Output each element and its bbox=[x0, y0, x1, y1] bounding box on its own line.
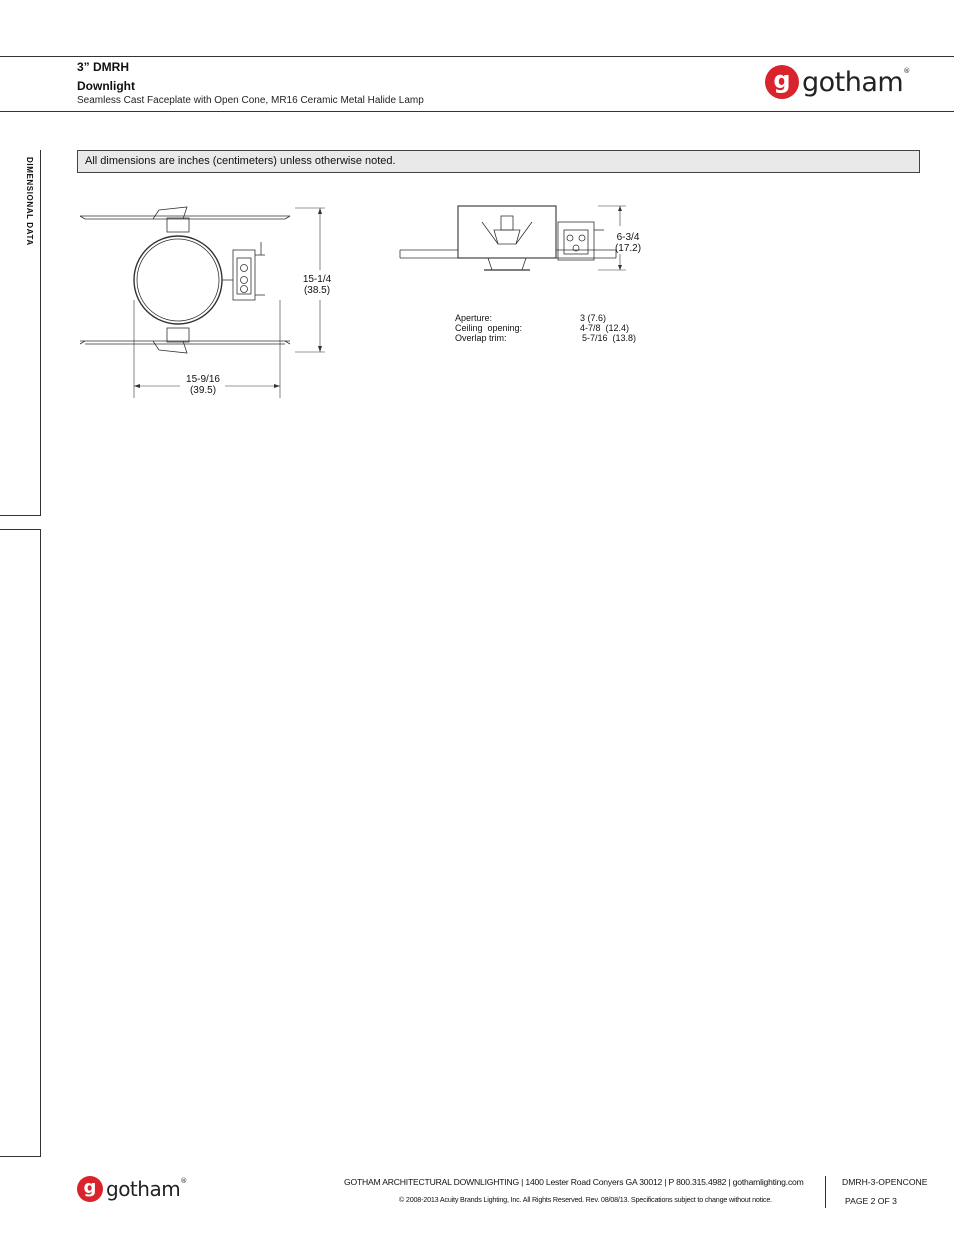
plan-view-drawing bbox=[75, 200, 335, 400]
product-subtitle: Downlight bbox=[77, 79, 135, 93]
header-top-rule bbox=[0, 56, 954, 57]
side-height-inches: 6-3/4 bbox=[616, 232, 640, 243]
footer-company-line: GOTHAM ARCHITECTURAL DOWNLIGHTING | 1400 Lester Road Conyers GA 30012 | P 800.315.4982 | gothamlighting.com bbox=[344, 1177, 804, 1187]
side-tab-lower bbox=[0, 529, 41, 1157]
brand-wordmark bbox=[802, 67, 910, 98]
footer-logo bbox=[77, 1176, 187, 1202]
spec-label-overlap-trim: Overlap trim: bbox=[455, 333, 507, 343]
brand-name: gotham bbox=[802, 66, 904, 98]
side-tab-dimensional bbox=[0, 150, 41, 516]
gotham-g-icon: g bbox=[765, 65, 799, 99]
dimensions-note: All dimensions are inches (centimeters) unless otherwise noted. bbox=[77, 150, 920, 173]
plan-width-cm: (39.5) bbox=[189, 385, 217, 396]
header-bottom-rule bbox=[0, 111, 954, 112]
product-description: Seamless Cast Faceplate with Open Cone, MR16 Ceramic Metal Halide Lamp bbox=[77, 95, 424, 106]
footer-registered-mark: ® bbox=[180, 1177, 187, 1185]
footer-divider bbox=[825, 1176, 826, 1208]
footer-gotham-g-icon: g bbox=[77, 1176, 103, 1202]
footer-doc-code: DMRH-3-OPENCONE bbox=[842, 1177, 928, 1187]
spec-label-ceiling-opening: Ceiling opening: bbox=[455, 323, 523, 333]
footer-brand-wordmark bbox=[106, 1177, 187, 1201]
side-height-cm: (17.2) bbox=[614, 243, 642, 254]
side-height-dimension bbox=[610, 232, 646, 254]
section-label: DIMENSIONAL DATA bbox=[25, 157, 34, 246]
plan-width-inches: 15-9/16 bbox=[186, 374, 220, 385]
spec-value-ceiling-opening: 4-7/8 (12.4) bbox=[580, 323, 630, 333]
spec-label-aperture: Aperture: bbox=[455, 313, 493, 323]
footer-brand-name: gotham bbox=[106, 1177, 181, 1201]
plan-height-cm: (38.5) bbox=[303, 285, 331, 296]
spec-value-overlap-trim: 5-7/16 (13.8) bbox=[582, 333, 637, 343]
plan-height-dimension bbox=[293, 274, 341, 296]
header-logo bbox=[765, 65, 910, 99]
footer-copyright: © 2008-2013 Acuity Brands Lighting, Inc. All Rights Reserved. Rev. 08/08/13. Specifications subject to change without notice. bbox=[399, 1195, 772, 1204]
product-title: 3” DMRH bbox=[77, 60, 130, 74]
footer-page-number: PAGE 2 OF 3 bbox=[845, 1196, 897, 1206]
spec-value-aperture: 3 (7.6) bbox=[580, 313, 607, 323]
plan-height-inches: 15-1/4 bbox=[302, 274, 332, 285]
registered-mark: ® bbox=[903, 66, 910, 75]
plan-width-dimension bbox=[176, 374, 230, 396]
